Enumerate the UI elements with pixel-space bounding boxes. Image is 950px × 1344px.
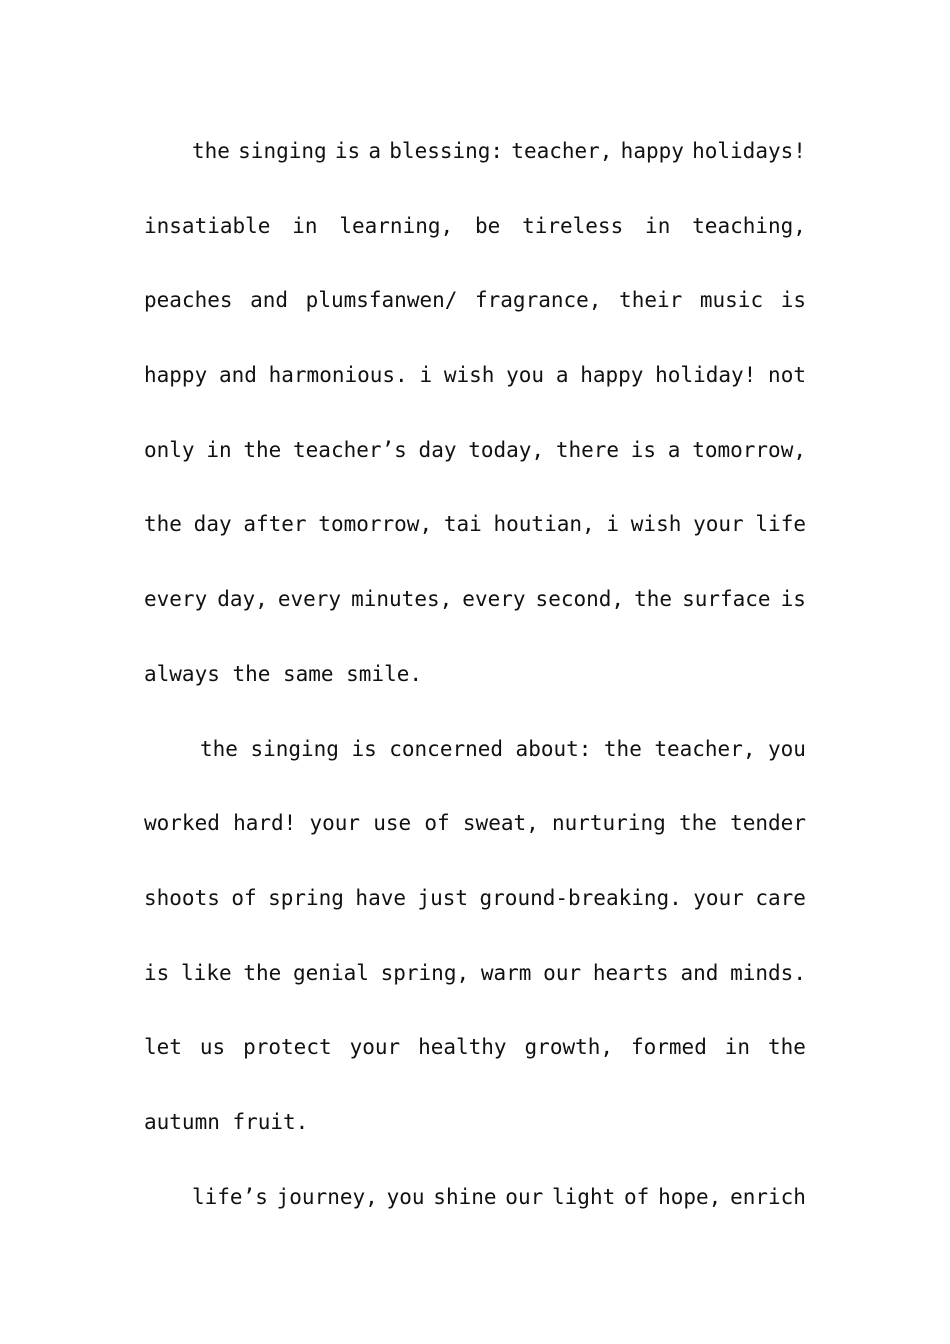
document-body (144, 114, 806, 1234)
paragraph-line: is like the genial spring, warm our hearts and minds. (144, 960, 806, 985)
paragraph-line: the day after tomorrow, tai houtian, i wish your life (144, 512, 806, 537)
paragraph-line: life’s journey, you shine our light of hope, enrich (192, 1184, 806, 1209)
paragraph-line: happy and harmonious. i wish you a happy holiday! not (144, 363, 806, 388)
paragraph-line: peaches and plumsfanwen/ fragrance, their music is (144, 288, 806, 313)
paragraph-line: shoots of spring have just ground-breaking. your care (144, 885, 806, 910)
paragraph-line: always the same smile. (144, 661, 423, 686)
paragraph-line: only in the teacher’s day today, there is a tomorrow, (144, 437, 806, 462)
paragraph-line: the singing is concerned about: the teacher, you (200, 736, 806, 761)
paragraph-line: every day, every minutes, every second, the surface is (144, 587, 806, 612)
paragraph-line: let us protect your healthy growth, formed in the (144, 1035, 806, 1060)
paragraph-line: autumn fruit. (144, 1109, 309, 1134)
paragraph-line: worked hard! your use of sweat, nurturing the tender (144, 811, 806, 836)
paragraph-line: insatiable in learning, be tireless in teaching, (144, 213, 806, 238)
paragraph-line: the singing is a blessing: teacher, happy holidays! (192, 139, 806, 163)
